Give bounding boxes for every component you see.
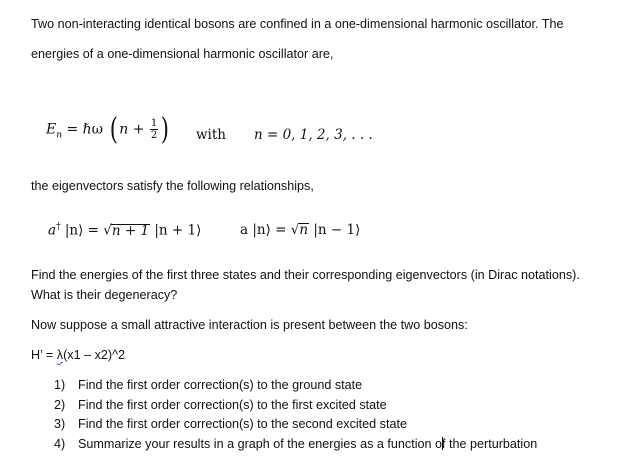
one-half-fraction: $\frac{1}{2}$ xyxy=(150,118,158,141)
eigenvector-intro: the eigenvectors satisfy the following relationships, xyxy=(31,179,314,193)
hamiltonian-line: H’ = λ(x1 – x2)^2 xyxy=(31,348,125,362)
lowering-operator-equation: a |n⟩ = √n |n − 1⟩ xyxy=(240,222,361,238)
intro-line-2: energies of a one-dimensional harmonic oscillator are, xyxy=(31,47,334,61)
list-item: 4) Summarize your results in a graph of the energies as a function of the perturbation xyxy=(54,436,538,451)
with-word: with xyxy=(196,127,226,143)
lambda-symbol: λ xyxy=(56,348,64,362)
open-paren: ( xyxy=(109,111,118,147)
n-range: n = 0, 1, 2, 3, . . . xyxy=(254,127,373,143)
raising-operator-equation: a† |n⟩ = √n + 1 |n + 1⟩ xyxy=(48,222,202,239)
list-item: 1) Find the first order correction(s) to the ground state xyxy=(54,378,363,392)
list-item: 2) Find the first order correction(s) to the first excited state xyxy=(54,397,387,412)
intro-line-1: Two non-interacting identical bosons are confined in a one-dimensional harmonic oscillator. The xyxy=(31,17,564,31)
energy-equation: $E_n$ = ℏω ( n + $\frac{1}{2}$ ) xyxy=(46,111,170,147)
perturbation-intro: Now suppose a small attractive interaction is present between the two bosons: xyxy=(31,318,468,332)
list-item: 3) Find the first order correction(s) to the second excited state xyxy=(54,417,407,431)
question-line-2: What is their degeneracy? xyxy=(31,288,178,302)
task-list xyxy=(54,376,537,454)
close-paren: ) xyxy=(161,111,170,147)
question-line-1: Find the energies of the first three states and their corresponding eigenvectors (in Dirac notations). xyxy=(31,268,580,282)
